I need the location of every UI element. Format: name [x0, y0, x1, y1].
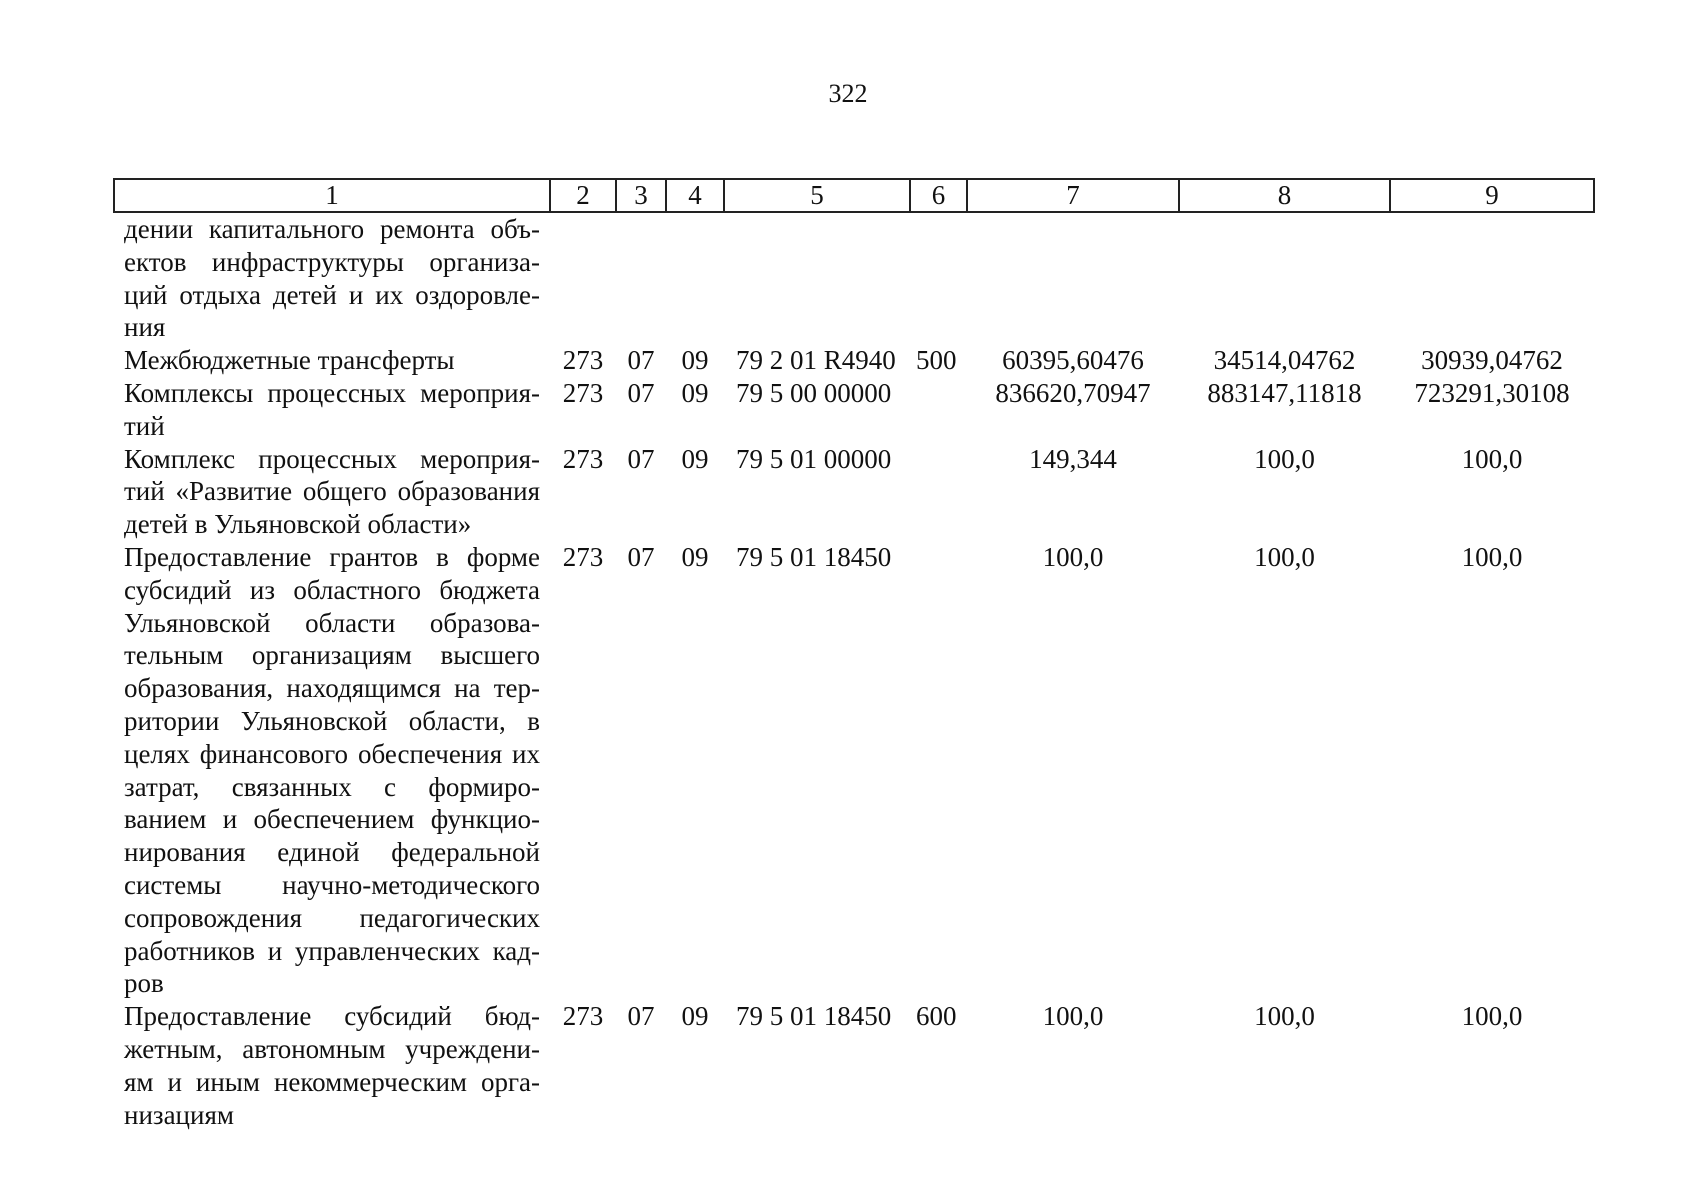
row-section: 07	[627, 1001, 655, 1032]
row-target-article: 79 5 00 00000	[736, 377, 892, 408]
row-name: Комплекс процессных мероприя-тий «Развитие общего образования детей в Ульяновской области»	[124, 443, 540, 540]
row-expense-type: 500	[916, 345, 957, 376]
row-name: Предоставление субсидий бюд-жетным, автономным учреждени-ям и иным некоммерческим орга-низациям	[124, 1001, 540, 1130]
row-value-col7: 100,0	[1042, 541, 1104, 572]
row-expense-type	[910, 443, 967, 541]
row-value-col9: 723291,30108	[1414, 377, 1570, 408]
header-col-1: 1	[114, 179, 550, 212]
table-row	[114, 377, 1594, 443]
row-expense-type: 600	[916, 1001, 957, 1032]
table-row	[114, 541, 1594, 1000]
row-target-article: 79 2 01 R4940	[736, 345, 896, 376]
row-value-col9: 100,0	[1461, 1001, 1523, 1032]
row-value-col8: 100,0	[1254, 541, 1315, 572]
table-row	[114, 1000, 1594, 1131]
row-admin-code: 273	[562, 541, 604, 572]
row-subsection: 09	[681, 377, 709, 408]
row-name: дении капитального ремонта объ-ектов инфраструктуры организа-ций отдыха детей и их оздоровле-ния	[124, 214, 540, 343]
row-subsection: 09	[681, 541, 709, 572]
row-section: 07	[627, 377, 655, 408]
row-section: 07	[627, 443, 655, 474]
header-col-2: 2	[550, 179, 616, 212]
header-col-6: 6	[910, 179, 967, 212]
row-expense-type	[910, 212, 967, 344]
row-target-article: 79 5 01 18450	[736, 1001, 892, 1032]
row-value-col7	[967, 212, 1179, 344]
row-value-col7: 60395,60476	[1002, 345, 1144, 376]
row-admin-code: 273	[562, 377, 604, 408]
row-subsection: 09	[681, 345, 709, 376]
row-value-col9: 100,0	[1461, 541, 1523, 572]
budget-table	[113, 178, 1595, 1131]
row-expense-type	[910, 377, 967, 443]
row-target-article	[724, 212, 910, 344]
row-admin-code: 273	[562, 1001, 604, 1032]
header-col-9: 9	[1390, 179, 1594, 212]
header-col-4: 4	[666, 179, 724, 212]
row-name: Межбюджетные трансферты	[124, 345, 455, 376]
row-value-col8: 100,0	[1254, 443, 1315, 474]
header-col-7: 7	[967, 179, 1179, 212]
row-name: Комплексы процессных мероприя-тий	[124, 377, 540, 441]
row-value-col8	[1179, 212, 1390, 344]
row-name: Предоставление грантов в форме субсидий из областного бюджета Ульяновской области образова-тельным организациям высшего образования, находящимся на тер-ритории Ульяновской области, в целях финансового обеспечения их затрат, связанных с формиро-ванием и обеспечением функцио-нирования единой федеральной системы научно-методического сопровождения педагогических работников и управленческих кад-ров	[124, 541, 540, 999]
row-section: 07	[627, 345, 655, 376]
page-number: 322	[828, 79, 868, 108]
row-subsection: 09	[681, 443, 709, 474]
row-admin-code: 273	[562, 345, 604, 376]
row-value-col7: 836620,70947	[995, 377, 1151, 408]
row-value-col7: 100,0	[1042, 1001, 1104, 1032]
row-subsection: 09	[681, 1001, 709, 1032]
row-expense-type	[910, 541, 967, 1000]
table-row	[114, 212, 1594, 344]
row-admin-code	[550, 212, 616, 344]
row-value-col9: 30939,04762	[1421, 345, 1563, 376]
header-col-5: 5	[724, 179, 910, 212]
row-target-article: 79 5 01 00000	[736, 443, 892, 474]
row-value-col8: 883147,11818	[1207, 377, 1362, 408]
row-subsection	[666, 212, 724, 344]
row-target-article: 79 5 01 18450	[736, 541, 892, 572]
row-value-col8: 34514,04762	[1213, 345, 1356, 376]
table-row	[114, 443, 1594, 541]
table-row	[114, 344, 1594, 377]
row-value-col7: 149,344	[1029, 443, 1117, 474]
table-header-row	[114, 179, 1594, 212]
header-col-3: 3	[616, 179, 666, 212]
row-admin-code: 273	[562, 443, 604, 474]
row-section	[616, 212, 666, 344]
row-value-col8: 100,0	[1254, 1001, 1315, 1032]
header-col-8: 8	[1179, 179, 1390, 212]
row-value-col9: 100,0	[1461, 443, 1523, 474]
row-section: 07	[627, 541, 655, 572]
row-value-col9	[1390, 212, 1594, 344]
